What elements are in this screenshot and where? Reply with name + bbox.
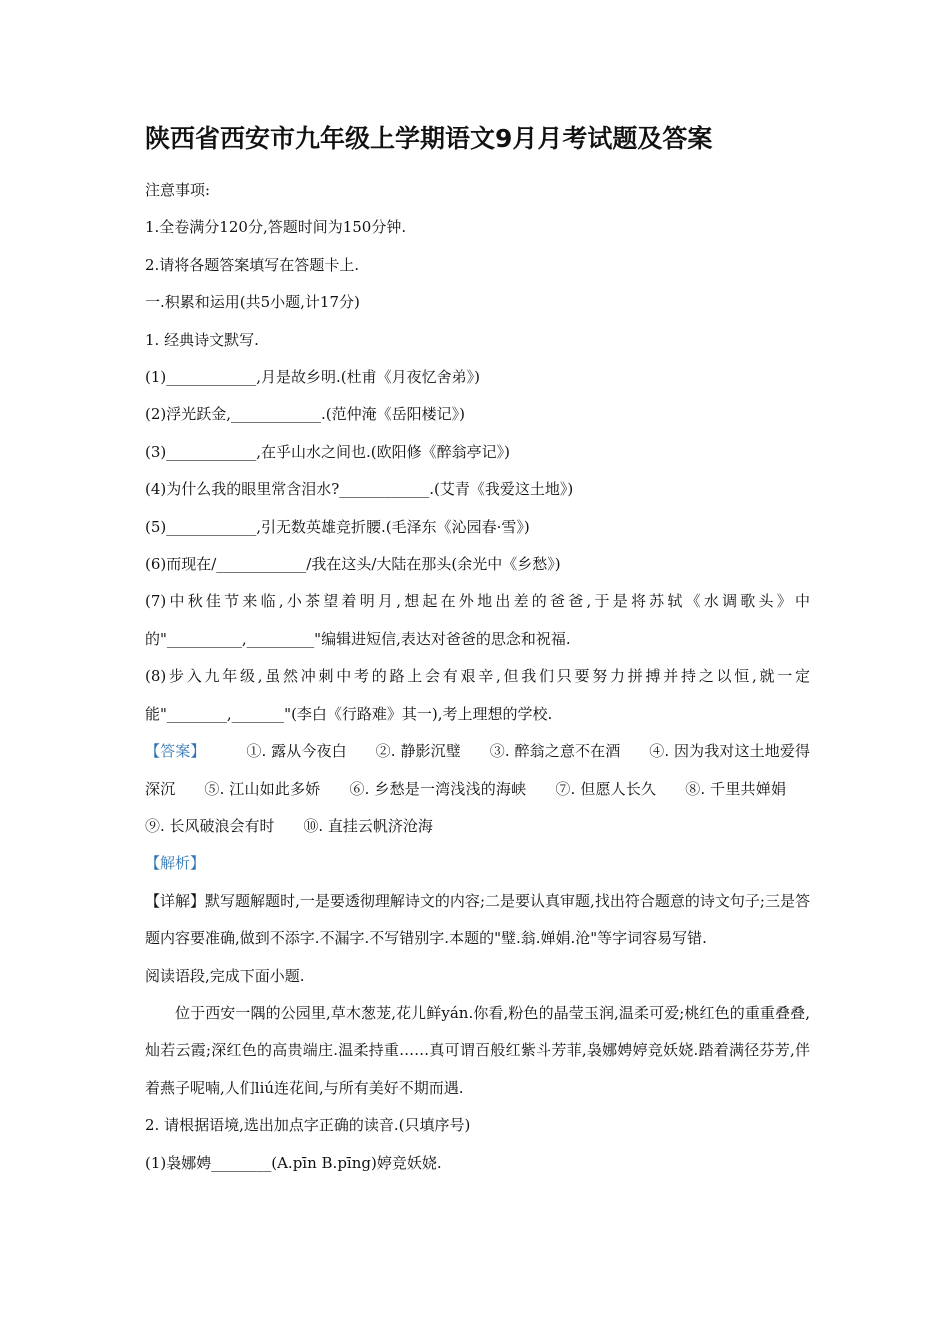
question-1-item: (4)为什么我的眼里常含泪水?____________.(艾青《我爱这土地》) bbox=[145, 480, 574, 499]
answer-item: ⑥. 乡愁是一湾浅浅的海峡 bbox=[349, 779, 527, 798]
notice-heading: 注意事项: bbox=[145, 181, 211, 199]
answer-block bbox=[145, 733, 810, 845]
reading-intro: 阅读语段,完成下面小题. bbox=[145, 966, 305, 985]
question-1-item: (7)中秋佳节来临,小茶望着明月,想起在外地出差的爸爸,于是将苏轼《水调歌头》中的"__________,_________"编辑进短信,表达对爸爸的思念和祝福. bbox=[145, 592, 810, 648]
reading-passage: 位于西安一隅的公园里,草木葱茏,花儿鲜yán.你看,粉色的晶莹玉润,温柔可爱;桃红色的重重叠叠,灿若云霞;深红色的高贵端庄.温柔持重……真可谓百般红紫斗芳菲,袅娜娉婷竞妖娆.踏着满径芬芳,伴着燕子呢喃,人们liú连花间,与所有美好不期而遇. bbox=[145, 1003, 810, 1097]
answer-item: ⑩. 直挂云帆济沧海 bbox=[303, 816, 433, 835]
answer-item: ⑨. 长风破浪会有时 bbox=[145, 816, 275, 835]
question-1-item: (6)而现在/____________/我在这头/大陆在那头(余光中《乡愁》) bbox=[145, 555, 561, 574]
answer-tag: 【答案】 bbox=[145, 742, 206, 761]
notice-item: 2.请将各题答案填写在答题卡上. bbox=[145, 255, 360, 274]
question-1-stem: 1. 经典诗文默写. bbox=[145, 330, 259, 349]
question-1-item: (1)____________,月是故乡明.(杜甫《月夜忆舍弟》) bbox=[145, 368, 480, 387]
question-1-item: (2)浮光跃金,____________.(范仲淹《岳阳楼记》) bbox=[145, 405, 465, 424]
page-title: 陕西省西安市九年级上学期语文9月月考试题及答案 bbox=[145, 124, 713, 153]
section-heading: 一.积累和运用(共5小题,计17分) bbox=[145, 293, 360, 312]
answer-item: ⑤. 江山如此多娇 bbox=[204, 779, 321, 798]
question-1-item: (5)____________,引无数英雄竞折腰.(毛泽东《沁园春·雪》) bbox=[145, 517, 530, 536]
question-1-item: (8)步入九年级,虽然冲刺中考的路上会有艰辛,但我们只要努力拼搏并持之以恒,就一定能"________,_______"(李白《行路难》其一),考上理想的学校. bbox=[145, 667, 810, 723]
answer-item: ①. 露从今夜白 bbox=[246, 742, 347, 761]
answer-item: ④. 因为我对这土地爱得深沉 bbox=[145, 742, 810, 798]
answer-item: ②. 静影沉璧 bbox=[375, 742, 461, 761]
notice-item: 1.全卷满分120分,答题时间为150分钟. bbox=[145, 218, 407, 237]
document-page bbox=[145, 118, 810, 1182]
question-2-item: (1)袅娜娉________(A.pīn B.pīng)婷竞妖娆. bbox=[145, 1153, 442, 1172]
analysis-detail: 【详解】默写题解题时,一是要透彻理解诗文的内容;二是要认真审题,找出符合题意的诗文句子;三是答题内容要准确,做到不添字.不漏字.不写错别字.本题的"璧.翁.婵娟.沧"等字词容易写错. bbox=[145, 891, 810, 948]
analysis-tag: 【解析】 bbox=[145, 854, 206, 873]
question-2-stem: 2. 请根据语境,选出加点字正确的读音.(只填序号) bbox=[145, 1116, 471, 1135]
answer-item: ⑧. 千里共婵娟 bbox=[685, 779, 786, 798]
answer-item: ③. 醉翁之意不在酒 bbox=[489, 742, 621, 761]
answer-item: ⑦. 但愿人长久 bbox=[555, 779, 657, 798]
question-1-item: (3)____________,在乎山水之间也.(欧阳修《醉翁亭记》) bbox=[145, 442, 510, 461]
